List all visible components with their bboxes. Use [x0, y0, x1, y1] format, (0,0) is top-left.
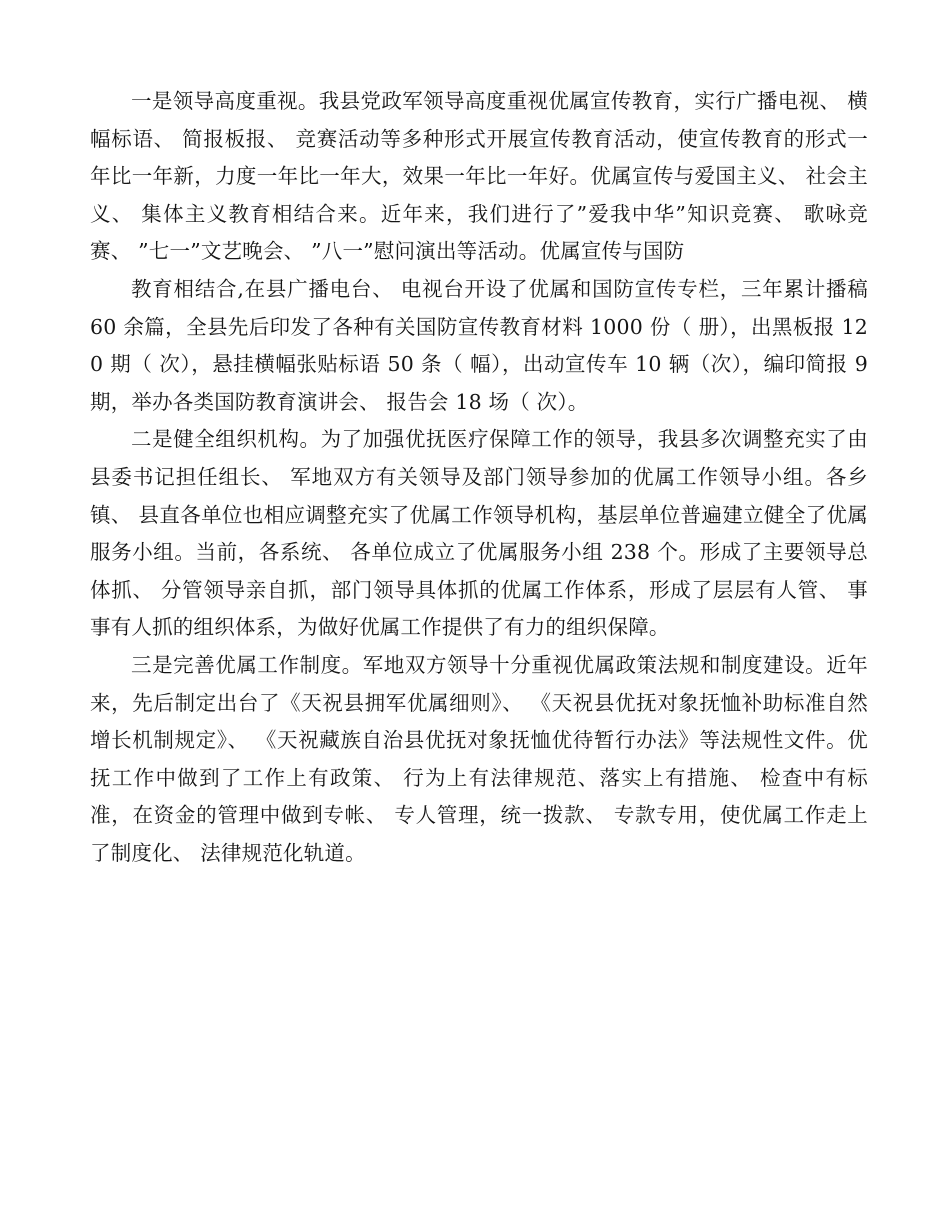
document-page [90, 83, 868, 872]
paragraph-organization: 二是健全组织机构。为了加强优抚医疗保障工作的领导，我县多次调整充实了由县委书记担任组长、 军地双方有关领导及部门领导参加的优属工作领导小组。各乡镇、 县直各单位也相应调整充实了优属工作领导机构，基层单位普遍建立健全了优属服务小组。当前，各系统、 各单位成立了优属服务小组 238 个。形成了主要领导总体抓、 分管领导亲自抓，部门领导具体抓的优属工作体系，形成了层层有人管、 事事有人抓的组织体系，为做好优属工作提供了有力的组织保障。 [90, 427, 868, 640]
paragraph-national-defense-education: 教育相结合,在县广播电台、 电视台开设了优属和国防宣传专栏，三年累计播稿 60 余篇，全县先后印发了各种有关国防宣传教育材料 1000 份（ 册），出黑板报 120 期（ 次），悬挂横幅张贴标语 50 条（ 幅），出动宣传车 10 辆（次），编印简报 9 期，举办各类国防教育演讲会、 报告会 18 场（ 次）。 [90, 276, 868, 414]
paragraph-leadership: 一是领导高度重视。我县党政军领导高度重视优属宣传教育，实行广播电视、 横幅标语、 简报板报、 竞赛活动等多种形式开展宣传教育活动，使宣传教育的形式一年比一年新，力度一年比一年大，效果一年比一年好。优属宣传与爱国主义、 社会主义、 集体主义教育相结合来。近年来，我们进行了”爱我中华”知识竞赛、 歌咏竞赛、 ”七一”文艺晚会、 ”八一”慰问演出等活动。优属宣传与国防 [90, 89, 868, 264]
paragraph-regulations: 三是完善优属工作制度。军地双方领导十分重视优属政策法规和制度建设。近年来，先后制定出台了《天祝县拥军优属细则》、 《天祝县优抚对象抚恤补助标准自然增长机制规定》、 《天祝藏族自治县优抚对象抚恤优待暂行办法》等法规性文件。优抚工作中做到了工作上有政策、 行为上有法律规范、落实上有措施、 检查中有标准，在资金的管理中做到专帐、 专人管理，统一拨款、 专款专用，使优属工作走上了制度化、 法律规范化轨道。 [90, 652, 868, 865]
